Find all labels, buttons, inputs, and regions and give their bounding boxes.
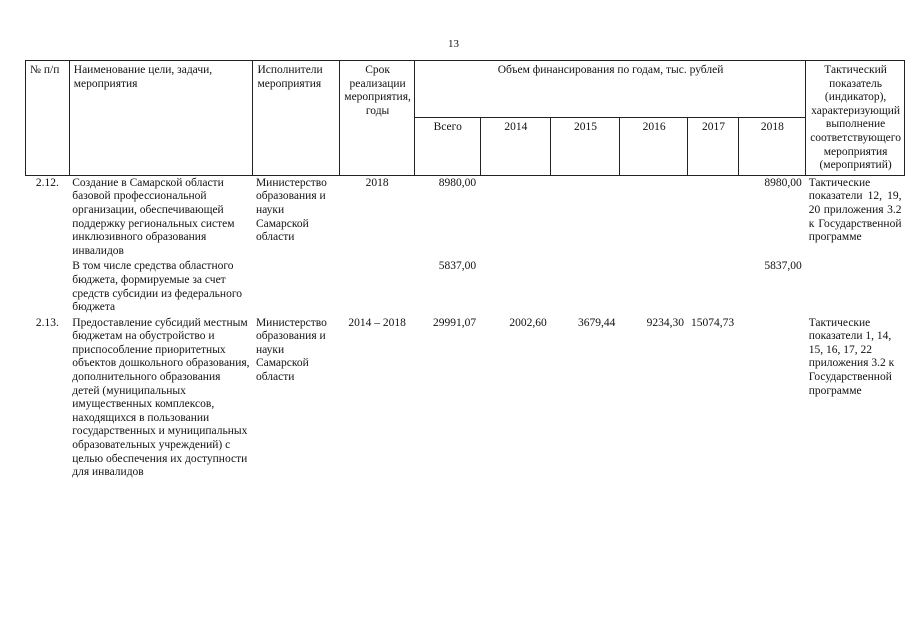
row-2015 xyxy=(551,259,620,315)
row-2017 xyxy=(688,175,738,259)
row-executor xyxy=(253,259,340,315)
header-num: № п/п xyxy=(26,61,70,176)
row-num: 2.12. xyxy=(35,176,59,189)
header-total: Всего xyxy=(414,117,480,175)
row-indicator xyxy=(806,259,905,315)
row-2017 xyxy=(688,259,738,315)
header-executor: Исполнители мероприятия xyxy=(253,61,340,176)
row-term: 2014 – 2018 xyxy=(348,316,406,329)
row-term xyxy=(340,259,415,315)
header-year-2015: 2015 xyxy=(551,117,620,175)
row-num xyxy=(26,259,70,315)
table-row xyxy=(26,175,905,259)
row-name: В том числе средства областного бюджета, формируемые за счет средств субсидии из федерального бюджета xyxy=(72,260,243,314)
row-2015 xyxy=(551,175,620,259)
row-2014 xyxy=(480,259,551,315)
row-total: 5837,00 xyxy=(438,260,477,273)
row-2018: 5837,00 xyxy=(764,260,802,273)
row-2018 xyxy=(738,316,806,481)
row-num: 2.13. xyxy=(35,316,59,329)
row-executor: Министерство образования и науки Самарской области xyxy=(255,176,327,244)
header-name: Наименование цели, задачи, мероприятия xyxy=(69,61,253,176)
row-2014 xyxy=(480,175,551,259)
row-2016 xyxy=(619,175,688,259)
table-row xyxy=(26,316,905,481)
row-2017: 15074,73 xyxy=(690,316,735,329)
header-year-2017: 2017 xyxy=(688,117,738,175)
row-total: 8980,00 xyxy=(438,176,477,189)
row-2018: 8980,00 xyxy=(764,176,802,189)
program-table xyxy=(25,60,905,481)
page-number: 13 xyxy=(448,38,459,50)
row-indicator: Тактические показатели 12, 19, 20 приложения 3.2 к Государственной программе xyxy=(808,176,902,244)
row-executor: Министерство образования и науки Самарской области xyxy=(255,316,327,384)
row-name: Создание в Самарской области базовой профессиональной организации, обеспечивающей поддержку региональных систем инклюзивного образования инвалидов xyxy=(72,176,235,257)
row-2015: 3679,44 xyxy=(577,316,616,329)
header-year-2016: 2016 xyxy=(619,117,688,175)
header-term: Срок реализации мероприятия, годы xyxy=(340,61,415,176)
header-indicator: Тактический показатель (индикатор), характеризующий выполнение соответствующего мероприятия (мероприятий) xyxy=(806,61,905,176)
header-year-2018: 2018 xyxy=(738,117,806,175)
header-funding: Объем финансирования по годам, тыс. рублей xyxy=(414,61,805,118)
row-indicator: Тактические показатели 1, 14, 15, 16, 17, 22 приложения 3.2 к Государственной программе xyxy=(808,316,895,397)
row-term: 2018 xyxy=(365,176,389,189)
row-2016 xyxy=(619,259,688,315)
table-row xyxy=(26,259,905,315)
row-2014: 2002,60 xyxy=(509,316,547,329)
row-2016: 9234,30 xyxy=(646,316,684,329)
row-name: Предоставление субсидий местным бюджетам на обустройство и приспособление приоритетных объектов дошкольного образования, дополнительного образования детей (муниципальных имущественных комплексов, находящихся в пользовании государственных и муниципальных образовательных учреждений) с целью обеспечения их доступности для инвалидов xyxy=(72,316,250,479)
row-total: 29991,07 xyxy=(433,316,477,329)
header-year-2014: 2014 xyxy=(480,117,551,175)
